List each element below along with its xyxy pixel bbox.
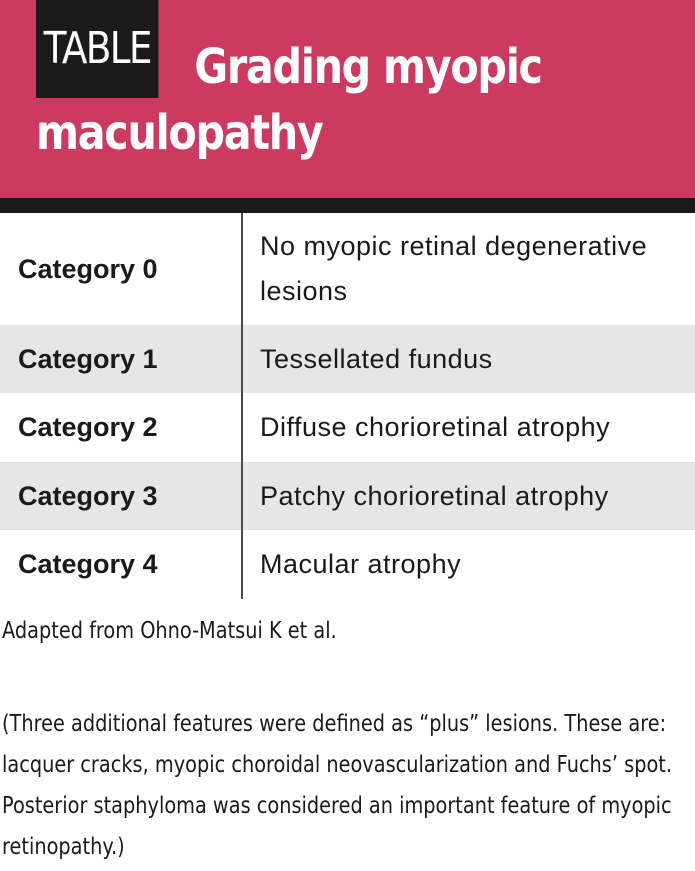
table-title-text: Grading myopic maculopathy (36, 39, 542, 161)
table-tag: TABLE (36, 0, 158, 98)
category-cell: Category 1 (18, 343, 158, 374)
description-cell: No myopic retinal degenerative lesions (260, 231, 648, 306)
description-cell: Patchy chorioretinal atrophy (260, 480, 609, 511)
category-cell: Category 4 (18, 549, 158, 579)
footnote: (Three additional features were defined as “plus” lesions. These are: lacquer cracks, myopic choroidal neovascularization and Fuchs’ spot. Posterior staphyloma was considered an important feature of myopic retinopathy.) (2, 711, 673, 860)
table-header (0, 0, 695, 198)
header-rule (0, 198, 695, 213)
description-cell: Tessellated fundus (260, 343, 493, 374)
column-divider (241, 213, 243, 599)
table-row (0, 462, 695, 530)
description-cell: Macular atrophy (260, 549, 462, 579)
category-cell: Category 3 (18, 480, 158, 511)
table-row (0, 325, 695, 393)
table-row (0, 393, 695, 462)
category-cell: Category 0 (18, 253, 158, 284)
grading-table (0, 213, 695, 599)
table-title (36, 34, 595, 166)
source-citation: Adapted from Ohno-Matsui K et al. (2, 618, 337, 644)
table-row (0, 530, 695, 599)
table-row (0, 213, 695, 325)
category-cell: Category 2 (18, 412, 158, 442)
description-cell: Diffuse chorioretinal atrophy (260, 412, 611, 442)
